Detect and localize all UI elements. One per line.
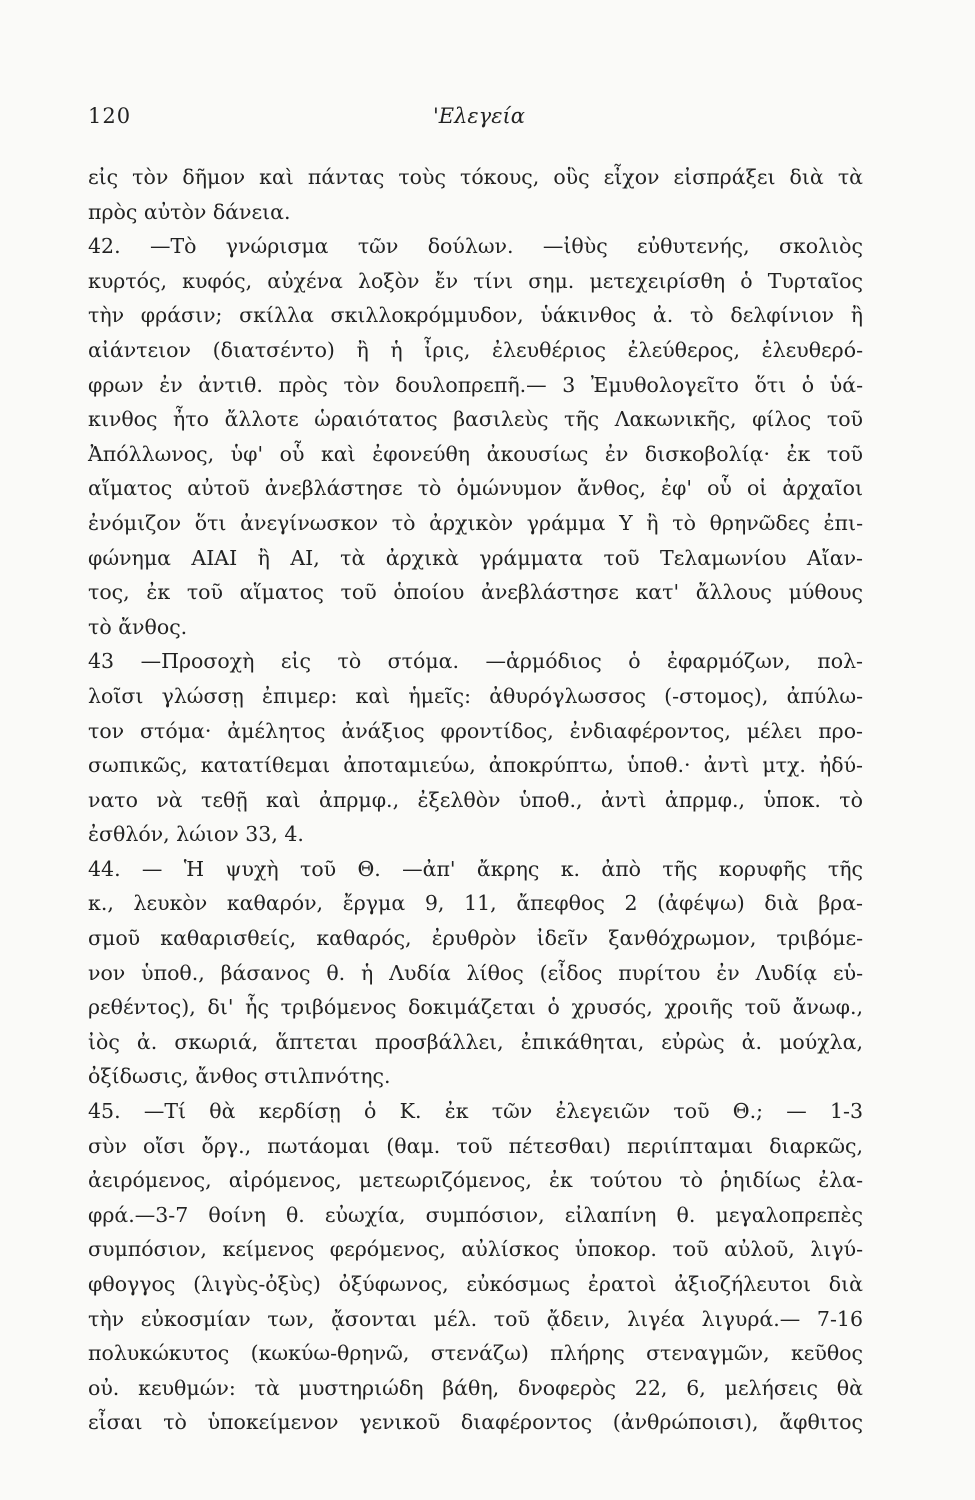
text-line: πολυκώκυτος (κωκύω-θρηνῶ, στενάζω) πλήρης στεναγμῶν, κεῦθος: [88, 1341, 863, 1366]
text-line: φρων ἐν ἀντιθ. πρὸς τὸν δουλοπρεπῆ.— 3 Ἐμυθολογεῖτο ὅτι ὁ ὑά-: [88, 372, 863, 397]
text-line: 45. —Τί θὰ κερδίσῃ ὁ Κ. ἐκ τῶν ἐλεγειῶν τοῦ Θ.; — 1-3: [88, 1099, 863, 1124]
text-line: σμοῦ καθαρισθείς, καθαρός, ἐρυθρὸν ἰδεῖν ξανθόχρωμον, τριβόμε-: [88, 926, 863, 951]
text-line: ὀξίδωσις, ἄνθος στιλπνότης.: [88, 1064, 391, 1089]
text-line: σωπικῶς, κατατίθεμαι ἀποταμιεύω, ἀποκρύπτω, ὑποθ.· ἀντὶ μτχ. ἠδύ-: [88, 753, 863, 778]
text-line: αἰάντειον (διατσέντο) ἢ ἡ ἶρις, ἐλευθέριος ἐλεύθερος, ἐλευθερό-: [88, 337, 863, 362]
text-line: νον ὑποθ., βάσανος θ. ἡ Λυδία λίθος (εἶδος πυρίτου ἐν Λυδίᾳ εὑ-: [88, 960, 863, 985]
text-line: φρά.—3-7 θοίνη θ. εὐωχία, συμπόσιον, εἰλαπίνη θ. μεγαλοπρεπὲς: [88, 1202, 863, 1227]
text-line: Ἀπόλλωνος, ὑφ' οὗ καὶ ἐφονεύθη ἀκουσίως ἐν δισκοβολίᾳ· ἐκ τοῦ: [88, 441, 863, 466]
text-line: σὺν οἴσι ὄργ., πωτάομαι (θαμ. τοῦ πέτεσθαι) περιίπταμαι διαρκῶς,: [88, 1133, 863, 1158]
text-line: τὴν φράσιν; σκίλλα σκιλλοκρόμμυδον, ὑάκινθος ἀ. τὸ δελφίνιον ἢ: [88, 303, 863, 328]
page-number: 120: [88, 104, 132, 128]
text-line: λοῖσι γλώσσῃ ἐπιμερ: καὶ ἡμεῖς: ἀθυρόγλωσσος (-στομος), ἀπύλω-: [88, 683, 863, 708]
text-line: αἵματος αὐτοῦ ἀνεβλάστησε τὸ ὁμώνυμον ἄνθος, ἐφ' οὗ οἱ ἀρχαῖοι: [88, 476, 863, 501]
text-line: τον στόμα· ἀμέλητος ἀνάξιος φροντίδος, ἐνδιαφέροντος, μέλει προ-: [88, 718, 863, 743]
commentary-text: [88, 160, 863, 1440]
page-header: [88, 104, 888, 134]
text-line: συμπόσιον, κείμενος φερόμενος, αὐλίσκος ὑποκορ. τοῦ αὐλοῦ, λιγύ-: [88, 1237, 863, 1262]
text-line: κ., λευκὸν καθαρόν, ἔργμα 9, 11, ἄπεφθος 2 (ἀφέψω) διὰ βρα-: [88, 891, 863, 916]
text-line: εἶσαι τὸ ὑποκείμενον γενικοῦ διαφέροντος (ἀνθρώποισι), ἄφθιτος: [88, 1410, 863, 1435]
text-line: οὐ. κευθμών: τὰ μυστηριώδη βάθη, δνοφερὸς 22, 6, μελήσεις θὰ: [88, 1375, 863, 1400]
text-line: εἰς τὸν δῆμον καὶ πάντας τοὺς τόκους, οὓς εἶχον εἰσπράξει διὰ τὰ: [88, 165, 863, 189]
text-line: τὴν εὐκοσμίαν των, ᾄσονται μέλ. τοῦ ᾄδειν, λιγέα λιγυρά.— 7-16: [88, 1306, 863, 1331]
running-title: 'Ελεγεία: [433, 104, 525, 128]
text-line: ἰὸς ἀ. σκωριά, ἅπτεται προσβάλλει, ἐπικάθηται, εὐρὼς ἀ. μούχλα,: [88, 1029, 863, 1054]
text-line: ἀειρόμενος, αἰρόμενος, μετεωριζόμενος, ἐκ τούτου τὸ ῥηιδίως ἐλα-: [88, 1168, 863, 1193]
text-line: πρὸς αὐτὸν δάνεια.: [88, 199, 291, 224]
text-line: ρεθέντος), δι' ἧς τριβόμενος δοκιμάζεται ὁ χρυσός, χροιῆς τοῦ ἄνωφ.,: [88, 995, 863, 1020]
text-line: φώνημα ΑΙΑΙ ἢ ΑΙ, τὰ ἀρχικὰ γράμματα τοῦ Τελαμωνίου Αἴαν-: [88, 545, 863, 570]
text-line: νατο νὰ τεθῇ καὶ ἀπρμφ., ἐξελθὸν ὑποθ., ἀντὶ ἀπρμφ., ὑποκ. τὸ: [88, 787, 863, 812]
text-line: τὸ ἄνθος.: [88, 614, 188, 639]
text-line: ἐνόμιζον ὅτι ἀνεγίνωσκον τὸ ἀρχικὸν γράμμα Υ ἢ τὸ θρηνῶδες ἐπι-: [88, 510, 863, 535]
text-line: 44. — Ἡ ψυχὴ τοῦ Θ. —ἀπ' ἄκρης κ. ἀπὸ τῆς κορυφῆς τῆς: [88, 856, 863, 881]
text-line: 43 —Προσοχὴ εἰς τὸ στόμα. —ἁρμόδιος ὁ ἐφαρμόζων, πολ-: [88, 649, 863, 674]
text-line: κυρτός, κυφός, αὐχένα λοξὸν ἔν τίνι σημ. μετεχειρίσθη ὁ Τυρταῖος: [88, 268, 863, 293]
text-line: τος, ἐκ τοῦ αἵματος τοῦ ὁποίου ἀνεβλάστησε κατ' ἄλλους μύθους: [88, 580, 863, 605]
text-line: ἐσθλόν, λώιον 33, 4.: [88, 822, 304, 847]
text-line: 42. —Τὸ γνώρισμα τῶν δούλων. —ἰθὺς εὐθυτενής, σκολιὸς: [88, 234, 863, 259]
text-line: φθογγος (λιγὺς-ὀξὺς) ὀξύφωνος, εὐκόσμως ἐρατοὶ ἀξιοζήλευτοι διὰ: [88, 1272, 863, 1296]
text-line: κινθος ἦτο ἄλλοτε ὡραιότατος βασιλεὺς τῆς Λακωνικῆς, φίλος τοῦ: [88, 407, 863, 432]
